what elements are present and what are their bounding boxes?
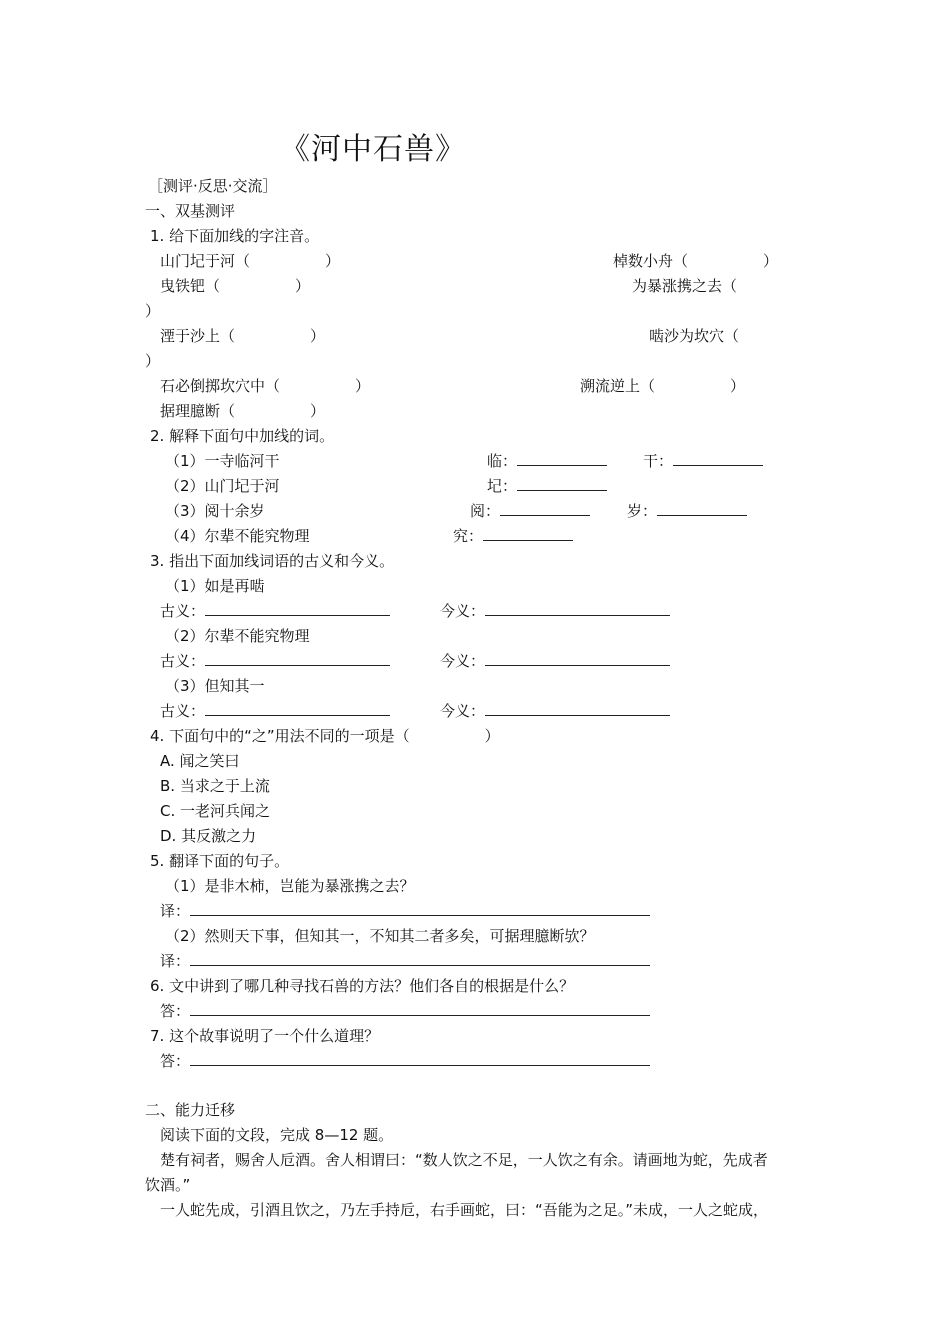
jin-yi-answer[interactable] — [440, 701, 670, 721]
q2-answer[interactable] — [643, 451, 763, 471]
answer-label: 答： — [160, 1052, 191, 1070]
translation-label: 译： — [160, 952, 191, 970]
q3-item: （2）尔辈不能究物理 — [165, 627, 310, 645]
answer-blank[interactable] — [190, 1051, 650, 1066]
answer-blank[interactable] — [657, 501, 747, 516]
part2-heading: 二、能力迁移 — [145, 1101, 236, 1119]
part1-heading: 一、双基测评 — [145, 202, 236, 220]
q2-answer-label: 圮： — [487, 477, 518, 495]
answer-blank[interactable] — [205, 701, 390, 716]
q1-item: 石必倒掷坎穴中（ ） — [160, 377, 371, 395]
gu-yi-answer[interactable] — [160, 651, 390, 671]
answer-blank[interactable] — [485, 651, 670, 666]
answer-blank[interactable] — [190, 951, 650, 966]
option-c[interactable]: C. 一老河兵闻之 — [160, 802, 271, 820]
answer-blank[interactable] — [517, 451, 607, 466]
q2-answer[interactable] — [627, 501, 747, 521]
jin-yi-answer[interactable] — [440, 651, 670, 671]
option-b[interactable]: B. 当求之于上流 — [160, 777, 270, 795]
answer-blank[interactable] — [485, 701, 670, 716]
q1-stem: 1. 给下面加线的字注音。 — [150, 227, 320, 245]
translation-label: 译： — [160, 902, 191, 920]
q1-item: 为暴涨携之去（ — [632, 277, 738, 295]
q2-sentence: （4）尔辈不能究物理 — [165, 527, 310, 545]
q4-stem: 4. 下面句中的“之”用法不同的一项是（ ） — [150, 727, 500, 745]
q2-answer-label: 临： — [487, 452, 518, 470]
q1-item: ） — [145, 352, 161, 370]
q6-stem: 6. 文中讲到了哪几种寻找石兽的方法？他们各自的根据是什么？ — [150, 977, 575, 995]
q1-item: 啮沙为坎穴（ — [649, 327, 740, 345]
gu-yi-answer[interactable] — [160, 701, 390, 721]
q2-answer[interactable] — [453, 526, 573, 546]
q6-answer[interactable] — [160, 1001, 650, 1021]
q3-stem: 3. 指出下面加线词语的古义和今义。 — [150, 552, 395, 570]
q7-answer[interactable] — [160, 1051, 650, 1071]
q1-item: 棹数小舟（ ） — [613, 252, 779, 270]
answer-blank[interactable] — [483, 526, 573, 541]
answer-blank[interactable] — [673, 451, 763, 466]
q5-stem: 5. 翻译下面的句子。 — [150, 852, 290, 870]
q1-item: 据理臆断（ ） — [160, 402, 326, 420]
answer-blank[interactable] — [517, 476, 607, 491]
q5-item: （2）然则天下事，但知其一，不知其二者多矣，可据理臆断欤？ — [165, 927, 595, 945]
answer-blank[interactable] — [190, 1001, 650, 1016]
answer-blank[interactable] — [485, 601, 670, 616]
jin-yi-label: 今义： — [440, 652, 486, 670]
answer-blank[interactable] — [500, 501, 590, 516]
q2-answer[interactable] — [470, 501, 590, 521]
gu-yi-label: 古义： — [160, 652, 206, 670]
q2-sentence: （1）一寺临河干 — [165, 452, 280, 470]
q1-item: 曳铁钯（ ） — [160, 277, 311, 295]
q3-item: （1）如是再啮 — [165, 577, 265, 595]
option-a[interactable]: A. 闻之笑曰 — [160, 752, 240, 770]
translation-answer[interactable] — [160, 951, 650, 971]
q2-answer[interactable] — [487, 476, 607, 496]
q2-answer[interactable] — [487, 451, 607, 471]
q2-sentence: （3）阅十余岁 — [165, 502, 265, 520]
q5-item: （1）是非木柿，岂能为暴涨携之去？ — [165, 877, 415, 895]
translation-answer[interactable] — [160, 901, 650, 921]
q2-answer-label: 干： — [643, 452, 674, 470]
answer-label: 答： — [160, 1002, 191, 1020]
q1-item: ） — [145, 302, 161, 320]
section-tag: ［测评·反思·交流］ — [148, 177, 278, 195]
answer-blank[interactable] — [205, 651, 390, 666]
option-d[interactable]: D. 其反激之力 — [160, 827, 257, 845]
jin-yi-label: 今义： — [440, 702, 486, 720]
q2-answer-label: 究： — [453, 527, 484, 545]
passage-line: 一人蛇先成，引酒且饮之，乃左手持卮，右手画蛇，曰：“吾能为之足。”未成，一人之蛇成， — [160, 1201, 769, 1219]
gu-yi-label: 古义： — [160, 602, 206, 620]
jin-yi-label: 今义： — [440, 602, 486, 620]
q1-item: 山门圮于河（ ） — [160, 252, 341, 270]
answer-blank[interactable] — [205, 601, 390, 616]
q3-item: （3）但知其一 — [165, 677, 265, 695]
q2-sentence: （2）山门圮于河 — [165, 477, 280, 495]
part2-intro: 阅读下面的文段，完成 8—12 题。 — [160, 1126, 394, 1144]
gu-yi-label: 古义： — [160, 702, 206, 720]
passage-line: 楚有祠者，赐舍人卮酒。舍人相谓曰：“数人饮之不足，一人饮之有余。请画地为蛇，先成者 — [160, 1151, 768, 1169]
q1-item: 溯流逆上（ ） — [580, 377, 746, 395]
q7-stem: 7. 这个故事说明了一个什么道理？ — [150, 1027, 380, 1045]
jin-yi-answer[interactable] — [440, 601, 670, 621]
q1-item: 湮于沙上（ ） — [160, 327, 326, 345]
q2-answer-label: 阅： — [470, 502, 501, 520]
gu-yi-answer[interactable] — [160, 601, 390, 621]
passage-line: 饮酒。” — [145, 1176, 191, 1194]
page-title: 《河中石兽》 — [280, 132, 466, 167]
answer-blank[interactable] — [190, 901, 650, 916]
q2-answer-label: 岁： — [627, 502, 658, 520]
q2-stem: 2. 解释下面句中加线的词。 — [150, 427, 335, 445]
